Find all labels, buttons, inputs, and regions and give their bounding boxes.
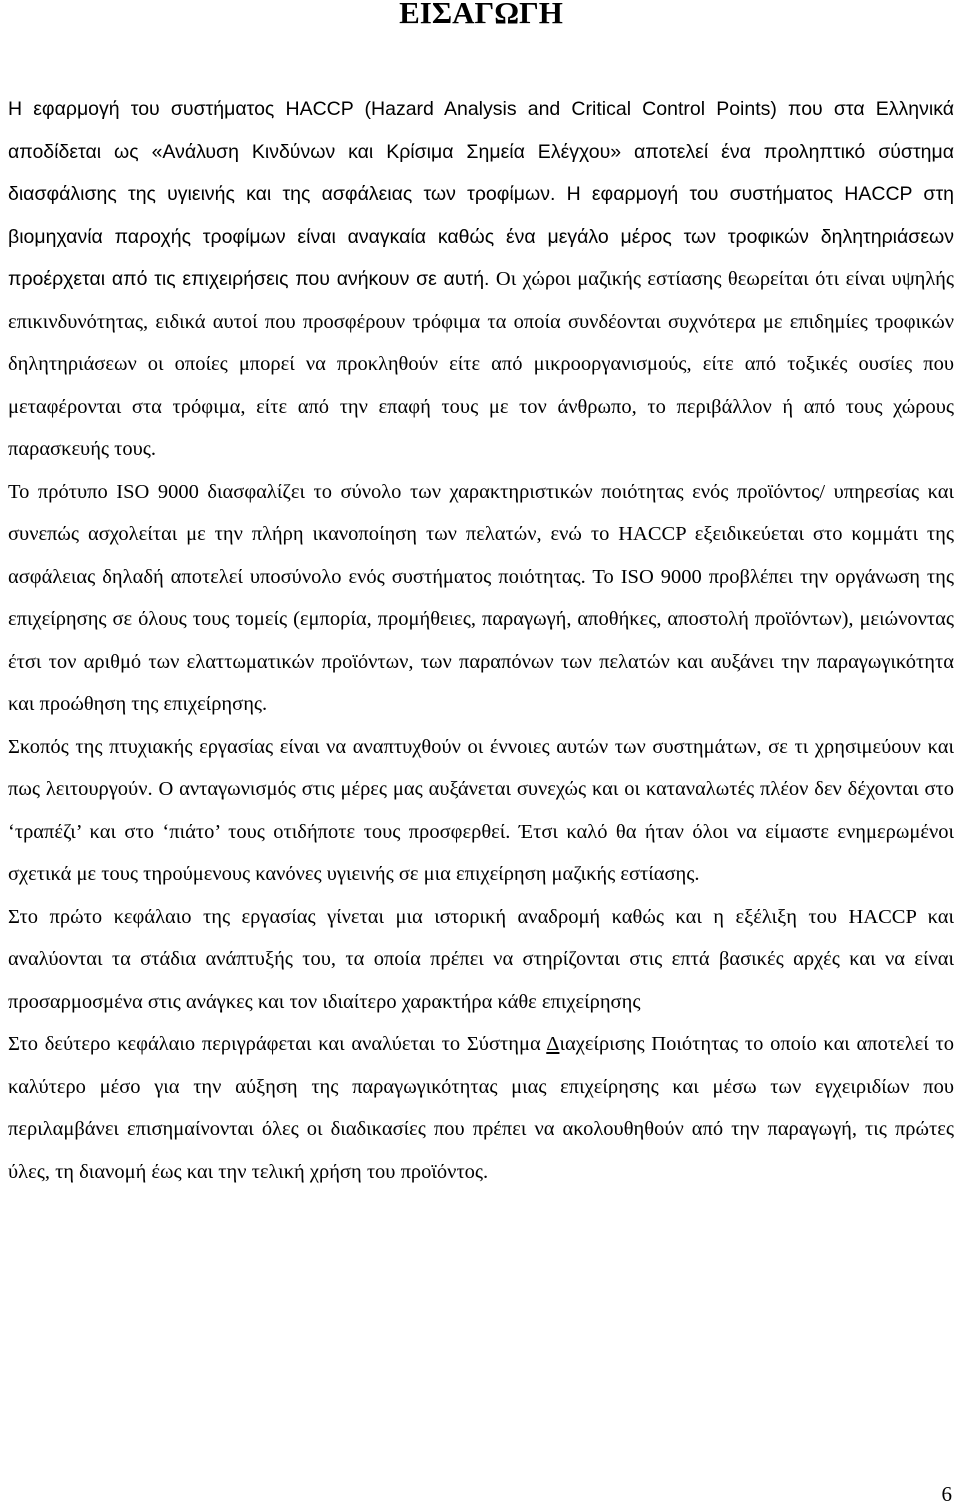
text-run: Η εφαρμογή του συστήματος HACCP (Hazard Analysis and Critical Control Points) που στα Ελληνικά αποδίδεται ως «Ανάλυση Κινδύνων και Κρίσιμα Σημεία Ελέγχου» αποτελεί ένα προληπτικό σύστημα διασφάλισης της υγιεινής και της ασφάλειας των τροφίμων. Η εφαρμογή του συστήματος HACCP στη βιομηχανία παροχής τροφίμων είναι αναγκαία καθώς ένα μεγάλο μέρος των τροφικών δηλητηριάσεων προέρχεται από τις επιχειρήσεις που ανήκουν σε αυτή. (8, 98, 954, 290)
text-run: Σκοπός της πτυχιακής εργασίας είναι να αναπτυχθούν οι έννοιες αυτών των συστημάτων, σε τι χρησιμεύουν και πως λειτουργούν. (8, 735, 954, 800)
paragraph-purpose (8, 726, 954, 896)
text-run: Το ISO 9000 προβλέπει την οργάνωση της επιχείρησης σε όλους τους τομείς (εμπορία, προμήθειες, παραγωγή, αποθήκες, αποστολή προϊόντων), μειώνοντας έτσι τον αριθμό των ελαττωματικών προϊόντων, των παραπόνων των πελατών και αυξάνει την παραγωγικότητα και προώθηση της επιχείρησης. (8, 565, 954, 715)
underlined-letter: Δ (546, 1033, 560, 1055)
paragraph-haccp-intro (8, 88, 954, 471)
page-title: ΕΙΣΑΓΩΓΗ (399, 0, 563, 30)
paragraph-chapter-two (8, 1023, 954, 1193)
text-run: Οι χώροι μαζικής εστίασης θεωρείται ότι είναι υψηλής επικινδυνότητας, ειδικά αυτοί που προσφέρουν τρόφιμα τα οποία συνδέονται συχνότερα με επιδημίες τροφικών δηλητηριάσεων οι οποίες μπορεί να προκληθούν είτε από μικροοργανισμούς, είτε από τοξικές ουσίες που μεταφέρονται στα τρόφιμα, είτε από την επαφή τους με τον άνθρωπο, το περιβάλλον ή από τους χώρους παρασκευής τους. (8, 268, 954, 460)
text-run: Το πρότυπο ISO 9000 διασφαλίζει το σύνολο των χαρακτηριστικών ποιότητας ενός προϊόντος/ υπηρεσίας και συνεπώς ασχολείται με την πλήρη ικανοποίηση των πελατών, ενώ το HACCP εξειδικεύεται στο κομμάτι της ασφάλειας δηλαδή αποτελεί υποσύνολο ενός συστήματος ποιότητας. (8, 480, 954, 588)
text-run: Στο δεύτερο κεφάλαιο περιγράφεται και αναλύεται το Σύστημα (8, 1033, 547, 1055)
page-number: 6 (941, 1482, 952, 1506)
text-run: ιαχείρισης Ποιότητας το οποίο και αποτελεί το καλύτερο μέσο για την αύξηση της παραγωγικότητας μιας επιχείρησης και μέσω των εγχειριδίων που περιλαμβάνει επισημαίνονται όλες οι διαδικασίες που πρέπει να ακολουθηθούν από την παραγωγή, τις πρώτες ύλες, τη διανομή έως και την τελική χρήση του προϊόντος. (8, 1033, 954, 1183)
paragraph-chapter-one: Στο πρώτο κεφάλαιο της εργασίας γίνεται μια ιστορική αναδρομή καθώς και η εξέλιξη του HACCP και αναλύονται τα στάδια ανάπτυξής του, τα οποία πρέπει να στηρίζονται στις επτά βασικές αρχές και να είναι προσαρμοσμένα στις ανάγκες και τον ιδιαίτερο χαρακτήρα κάθε επιχείρησης (8, 905, 954, 1013)
document-page (8, 0, 954, 1193)
paragraph-iso-9000 (8, 471, 954, 726)
text-run: Ο ανταγωνισμός στις μέρες μας αυξάνεται συνεχώς και οι καταναλωτές πλέον δεν δέχονται στο ‘τραπέζι’ και στο ‘πιάτο’ τους οτιδήποτε τους προσφερθεί. (8, 778, 955, 843)
text-run: Έτσι καλό θα ήταν όλοι να είμαστε ενημερωμένοι σχετικά με τους τηρούμενους κανόνες υγιεινής σε μια επιχείρηση μαζικής εστίασης. (8, 820, 954, 885)
